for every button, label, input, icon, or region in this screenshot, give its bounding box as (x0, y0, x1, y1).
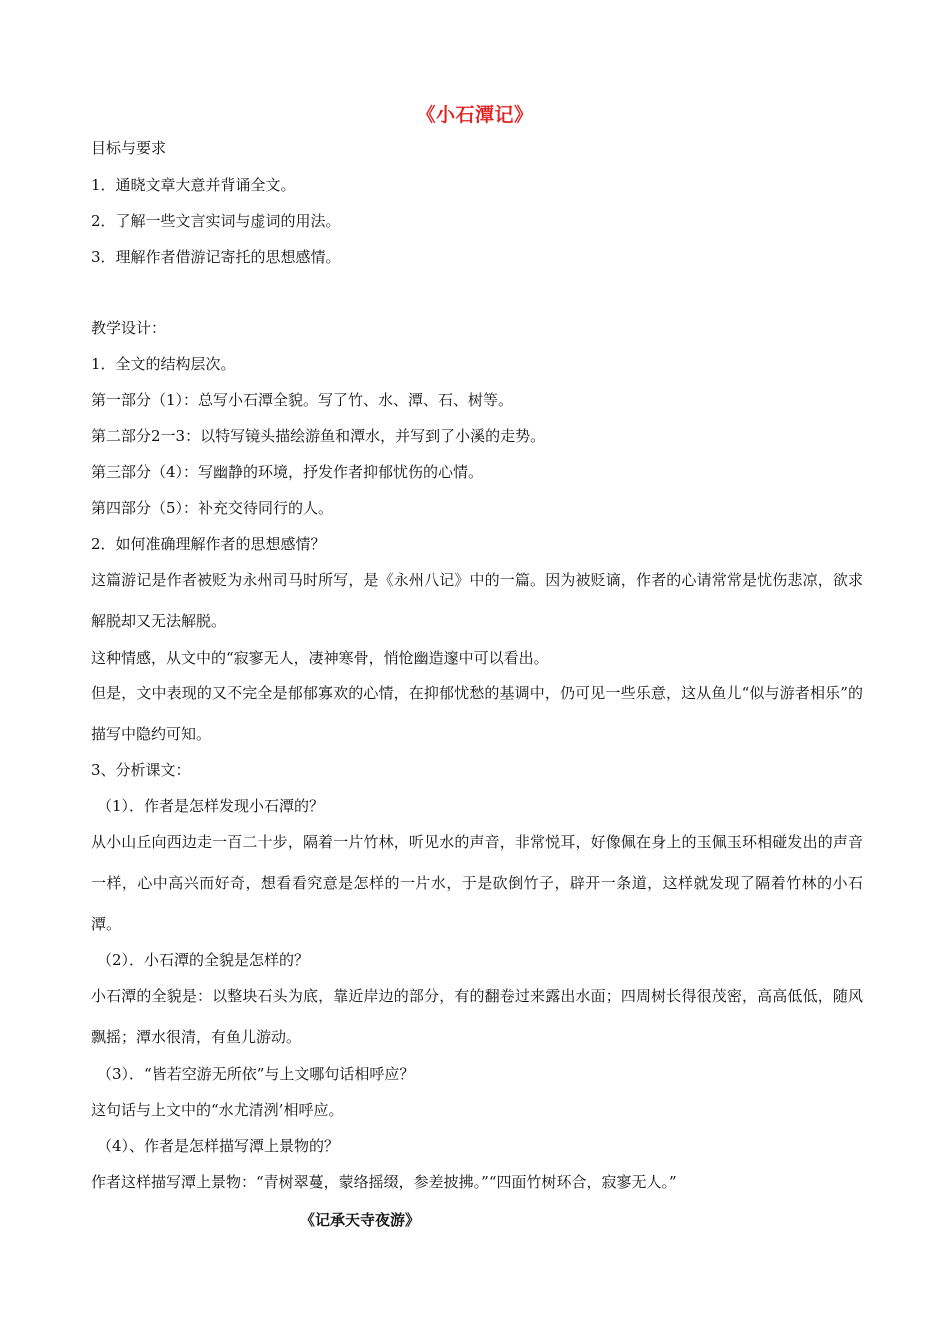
structure-item: 第二部分2一3：以特写镜头描绘游鱼和潭水，并写到了小溪的走势。 (91, 427, 546, 445)
question: （3）．“皆若空游无所依”与上文哪句话相呼应？ (97, 1065, 415, 1083)
question: （2）．小石潭的全貌是怎样的？ (97, 951, 310, 969)
answer: 小石潭的全貌是：以整块石头为底，靠近岸边的部分，有的翻卷过来露出水面；四周树长得很茂密，高高低低，随风飘摇；潭水很清，有鱼儿游动。 (91, 987, 863, 1046)
question: （4）、作者是怎样描写潭上景物的？ (97, 1137, 340, 1155)
goal-item: 3．理解作者借游记寄托的思想感情。 (91, 248, 341, 266)
answer: 这句话与上文中的“水尤清洌’相呼应。 (91, 1101, 344, 1119)
structure-item: 第三部分（4）：写幽静的环境，抒发作者抑郁忧伤的心情。 (91, 463, 484, 481)
answer: 作者这样描写潭上景物：“青树翠蔓，蒙络摇缀，参差披拂。”“四面竹树环合，寂寥无人。” (91, 1173, 677, 1191)
section-heading: 2．如何准确理解作者的思想感情？ (91, 535, 326, 553)
structure-item: 第四部分（5）：补充交待同行的人。 (91, 499, 334, 517)
goal-item: 1．通晓文章大意并背诵全文。 (91, 176, 296, 194)
document-title: 《小石潭记》 (416, 104, 534, 126)
goal-item: 2．了解一些文言实词与虚词的用法。 (91, 212, 341, 230)
paragraph: 这篇游记是作者被贬为永州司马时所写，是《永州八记》中的一篇。因为被贬谪，作者的心请常常是忧伤悲凉，欲求解脱却又无法解脱。 (91, 571, 863, 630)
paragraph: 但是，文中表现的又不完全是郁郁寡欢的心情，在抑郁忧愁的基调中，仍可见一些乐意，这从鱼儿“似与游者相乐”的描写中隐约可知。 (91, 684, 863, 743)
paragraph: 这种情感，从文中的“寂寥无人，凄神寒骨，悄怆幽造邃中可以看出。 (91, 649, 549, 667)
section-heading: 1．全文的结构层次。 (91, 355, 236, 373)
design-heading: 教学设计： (91, 319, 167, 337)
answer: 从小山丘向西边走一百二十步，隔着一片竹林，听见水的声音，非常悦耳，好像佩在身上的玉佩玉环相碰发出的声音一样，心中高兴而好奇，想看看究意是怎样的一片水，于是砍倒竹子，辟开一条道，这样就发现了隔着竹林的小石潭。 (91, 833, 863, 933)
next-section-title: 《记承天寺夜游》 (300, 1211, 421, 1229)
structure-item: 第一部分（1）：总写小石潭全貌。写了竹、水、潭、石、树等。 (91, 391, 514, 409)
goals-heading: 目标与要求 (91, 139, 167, 157)
section-heading: 3、分析课文： (91, 761, 191, 779)
question: （1）．作者是怎样发现小石潭的？ (97, 797, 325, 815)
